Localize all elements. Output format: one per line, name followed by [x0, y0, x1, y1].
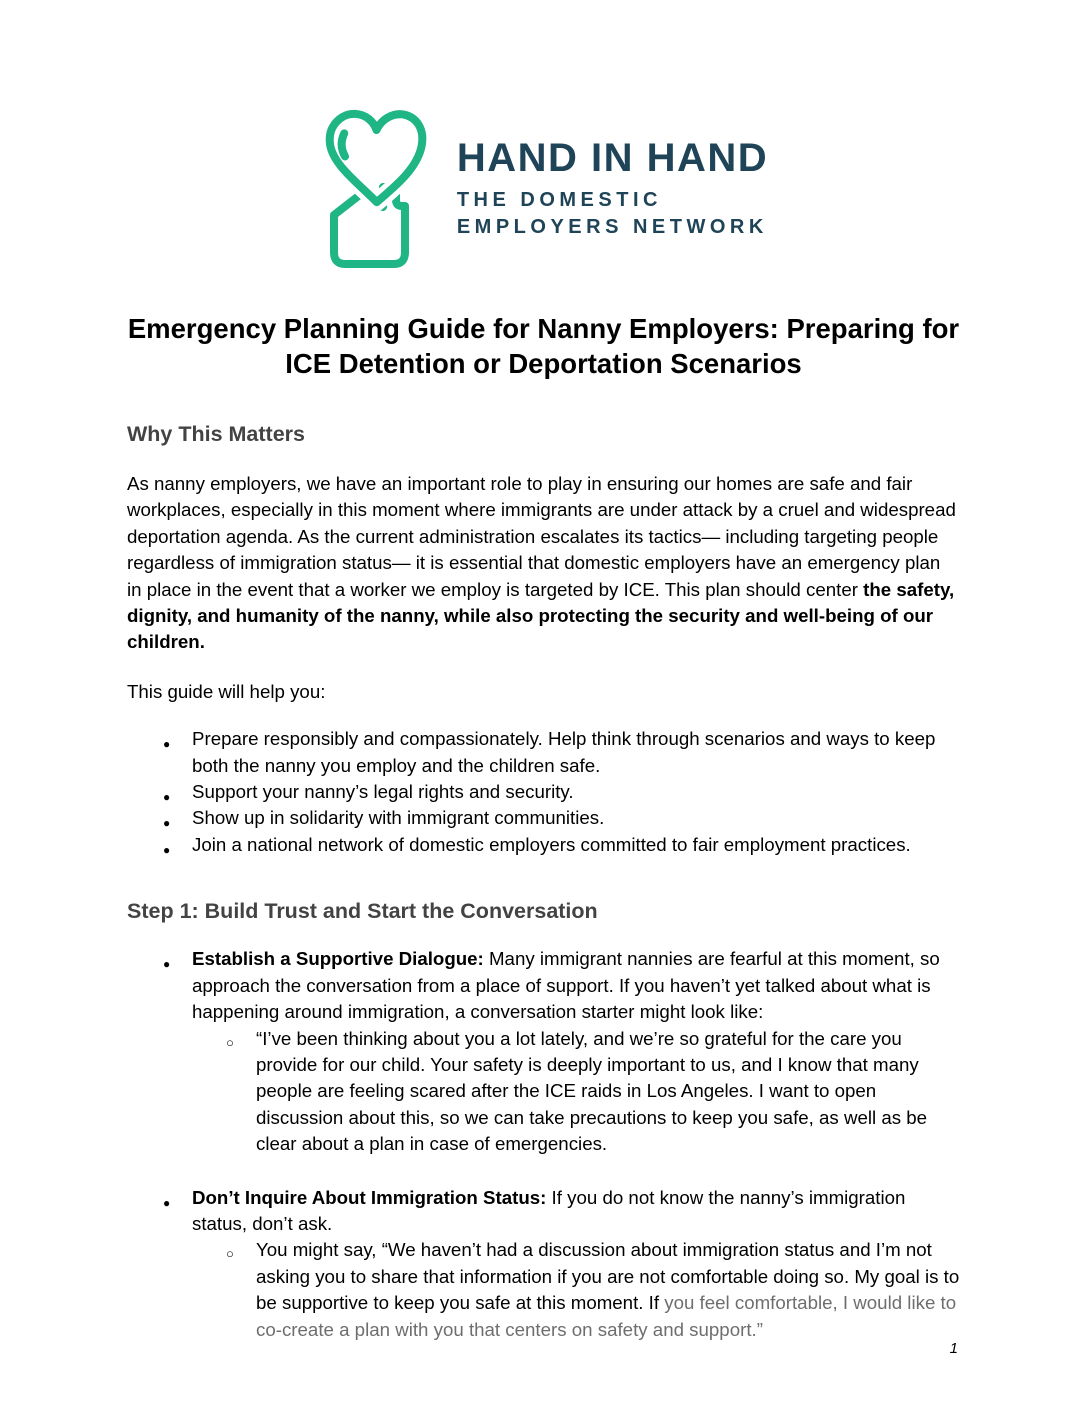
sub-quote-gray: you feel comfortable, I would like to co-create a plan with you that centers on safety and support.”: [256, 1292, 957, 1340]
list-item: ● Join a national network of domestic employers committed to fair employment practices.: [192, 832, 960, 858]
heart-house-icon: [319, 103, 431, 273]
document-title: Emergency Planning Guide for Nanny Employers: Preparing for ICE Detention or Deportation Scenarios: [127, 313, 960, 379]
step1-list: [127, 946, 960, 1343]
sub-list-item: [256, 1237, 960, 1343]
section-heading-why-this-matters: Why This Matters: [127, 422, 305, 446]
guide-benefits-list: [127, 726, 960, 858]
why-paragraph-bold: the safety, dignity, and humanity of the nanny, while also protecting the security and well-being of our children.: [127, 578, 955, 653]
list-item: ● Show up in solidarity with immigrant communities.: [192, 805, 960, 831]
bullet-text: Many immigrant nannies are fearful at this moment, so approach the conversation from a place of support. If you haven’t yet talked about what is happening around immigration, a conversation starter might look like:: [192, 948, 940, 1023]
bullet-text: If you do not know the nanny’s immigration status, don’t ask.: [192, 1186, 906, 1234]
bullet-lead-bold: Don’t Inquire About Immigration Status:: [192, 1186, 547, 1208]
page-number: 1: [949, 1340, 958, 1357]
sub-list: [192, 1026, 960, 1158]
sub-list: [192, 1237, 960, 1343]
logo-wordmark: [457, 136, 768, 241]
hand-in-hand-logo: [127, 0, 960, 273]
logo-title: HAND IN HAND: [456, 135, 769, 180]
section-heading-step1: Step 1: Build Trust and Start the Conversation: [127, 899, 598, 924]
sub-quote: “I’ve been thinking about you a lot lately, and we’re so grateful for the care you provide for our child. Your safety is deeply important to us, and I know that many people are feeling scared after the ICE raids in Los Angeles. I want to open discussion about this, so we can take precautions to keep you safe, as well as be clear about a plan in case of emergencies.: [256, 1027, 928, 1155]
logo-subtitle-line1: THE DOMESTIC: [456, 188, 662, 211]
list-item: [192, 946, 960, 1157]
list-item: ● Prepare responsibly and compassionately. Help think through scenarios and ways to keep both the nanny you employ and the children safe.: [192, 726, 960, 779]
why-paragraph: [127, 471, 960, 656]
why-paragraph-normal: As nanny employers, we have an important role to play in ensuring our homes are safe and fair workplaces, especially in this moment where immigrants are under attack by a cruel and widespread deportation agenda. As the current administration escalates its tactics— including targeting people regardless of immigration status— it is essential that domestic employers have an emergency plan in place in the event that a worker we employ is targeted by ICE. This plan should center: [127, 473, 956, 600]
list-item: ● Support your nanny’s legal rights and security.: [192, 779, 960, 805]
list-item: [192, 1185, 960, 1343]
sub-quote-normal: You might say, “We haven’t had a discussion about immigration status and I’m not asking you to share that information if you are not comfortable doing so. My goal is to be supportive to keep you safe at this moment. If: [256, 1239, 960, 1314]
logo-subtitle-line2: EMPLOYERS NETWORK: [456, 215, 768, 238]
bullet-lead-bold: Establish a Supportive Dialogue:: [192, 948, 484, 970]
guide-intro: This guide will help you:: [127, 680, 326, 702]
sub-list-item: [256, 1026, 960, 1158]
